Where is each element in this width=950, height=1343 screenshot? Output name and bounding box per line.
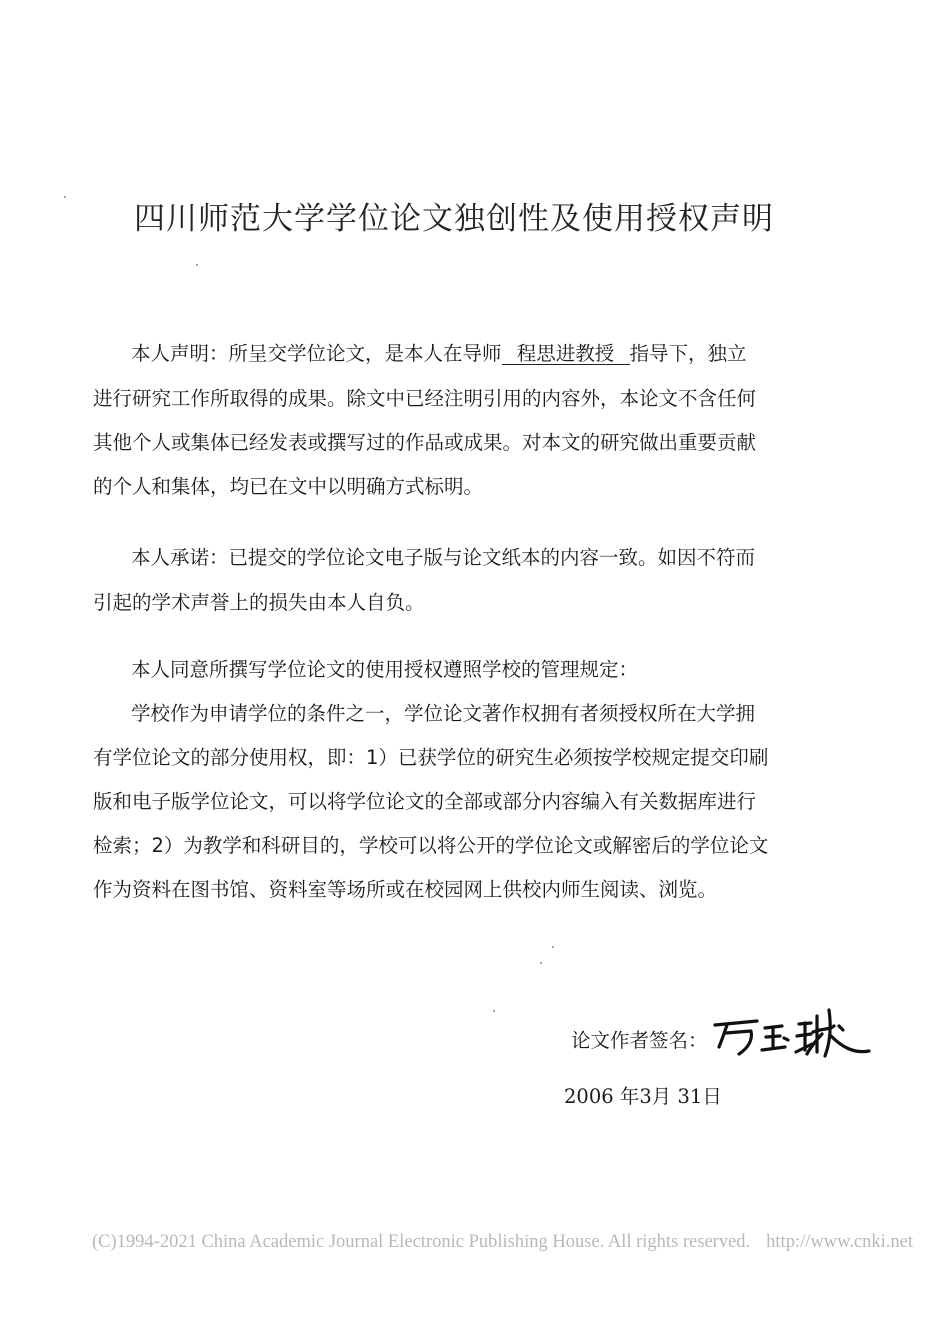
authorization-line-1: 学校作为申请学位的条件之一，学位论文著作权拥有者须授权所在大学拥 <box>131 702 756 725</box>
cnki-url: http://www.cnki.net <box>766 1232 913 1252</box>
declaration-prefix: 本人声明：所呈交学位论文，是本人在导师 <box>131 342 502 365</box>
date-month-unit: 月 <box>651 1085 672 1108</box>
declaration-suffix: 指导下，独立 <box>629 342 747 365</box>
date-year-unit: 年 <box>619 1085 640 1108</box>
date-day-unit: 日 <box>702 1085 722 1108</box>
commitment-line-2: 引起的学术声誉上的损失由本人自负。 <box>93 591 425 614</box>
authorization-line-2: 有学位论文的部分使用权，即：1）已获学位的研究生必须按学校规定提交印刷 <box>93 746 769 769</box>
scan-speck <box>552 946 554 948</box>
scan-speck <box>493 1010 495 1012</box>
signature-label: 论文作者签名： <box>571 1029 708 1052</box>
declaration-line-2: 进行研究工作所取得的成果。除文中已经注明引用的内容外，本论文不含任何 <box>93 387 757 410</box>
date-month: 3 <box>639 1085 652 1108</box>
signature-date <box>564 1081 722 1109</box>
authorization-line-4: 检索；2）为教学和科研目的，学校可以将公开的学位论文或解密后的学位论文 <box>93 834 769 857</box>
handwritten-signature <box>713 1004 873 1066</box>
authorization-line-5: 作为资料在图书馆、资料室等场所或在校园网上供校内师生阅读、浏览。 <box>93 878 718 901</box>
copyright-footer <box>92 1232 913 1253</box>
date-day: 31 <box>677 1085 703 1108</box>
copyright-text: (C)1994-2021 China Academic Journal Electronic Publishing House. All rights reserved. <box>92 1232 751 1252</box>
declaration-line-1 <box>131 338 747 366</box>
scan-speck <box>64 196 66 198</box>
declaration-line-4: 的个人和集体，均已在文中以明确方式标明。 <box>93 475 484 498</box>
authorization-intro: 本人同意所撰写学位论文的使用授权遵照学校的管理规定： <box>131 658 639 681</box>
scan-speck <box>196 264 198 266</box>
authorization-line-3: 版和电子版学位论文，可以将学位论文的全部或部分内容编入有关数据库进行 <box>93 790 757 813</box>
date-year: 2006 <box>564 1085 614 1108</box>
document-title: 四川师范大学学位论文独创性及使用授权声明 <box>134 201 774 237</box>
declaration-line-3: 其他个人或集体已经发表或撰写过的作品或成果。对本文的研究做出重要贡献 <box>93 431 757 454</box>
scan-speck <box>540 962 542 964</box>
commitment-line-1: 本人承诺：已提交的学位论文电子版与论文纸本的内容一致。如因不符而 <box>131 546 756 569</box>
advisor-name: 程思进教授 <box>502 344 630 365</box>
